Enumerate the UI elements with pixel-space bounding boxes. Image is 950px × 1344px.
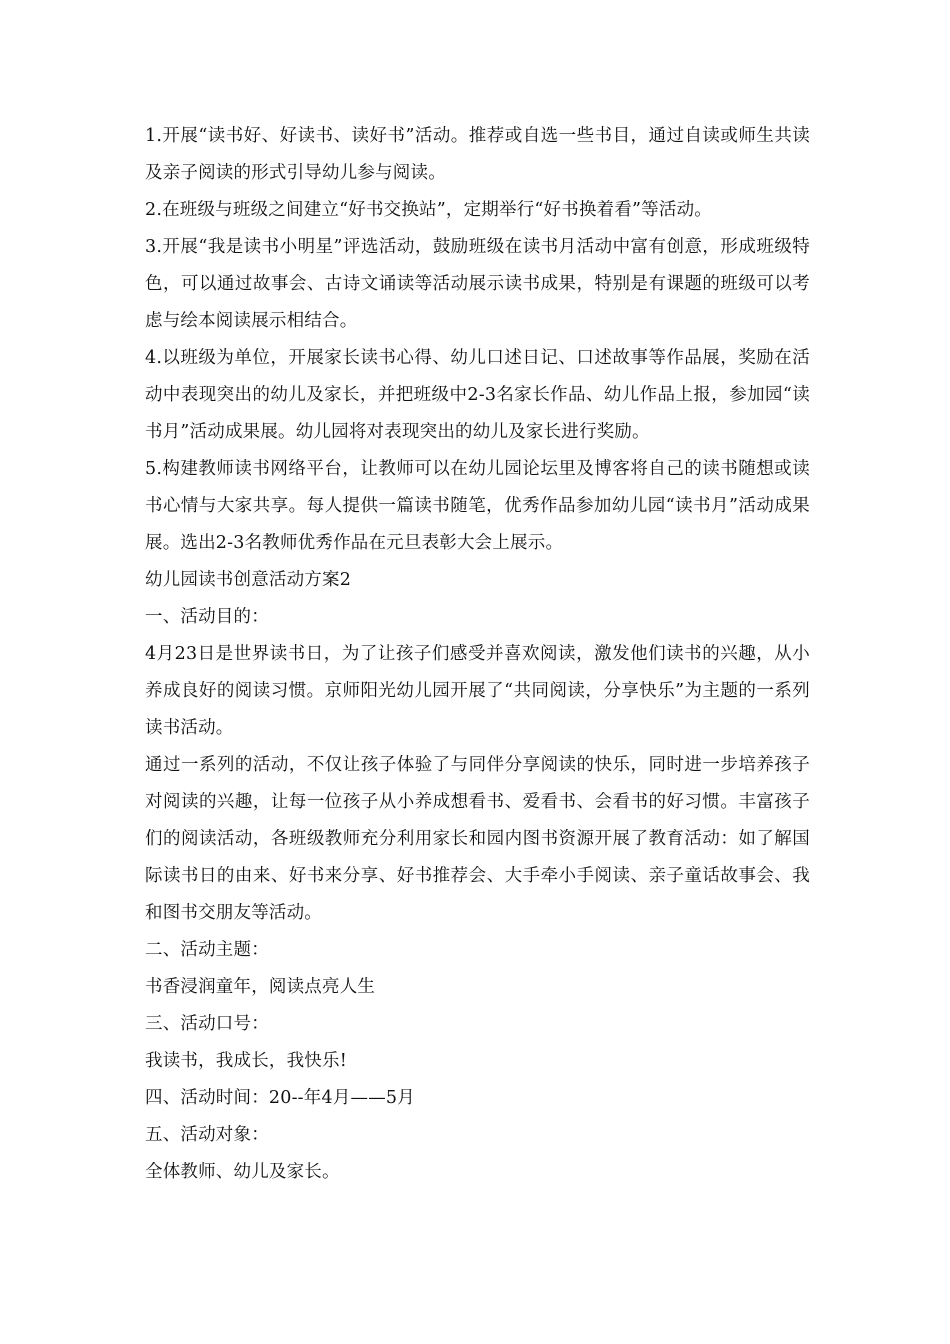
- section-title-plan-2: 幼儿园读书创意活动方案2: [145, 570, 352, 590]
- paragraph-time: 四、活动时间：20--年4月——5月: [145, 1088, 415, 1108]
- paragraph-audience: 全体教师、幼儿及家长。: [145, 1162, 340, 1182]
- heading-purpose: 一、活动目的：: [145, 607, 269, 627]
- heading-theme: 二、活动主题：: [145, 940, 269, 960]
- document-body: [145, 118, 810, 1191]
- heading-audience: 五、活动对象：: [145, 1125, 269, 1145]
- paragraph-theme: 书香浸润童年，阅读点亮人生: [145, 977, 376, 997]
- paragraph-activity-3: 3.开展“我是读书小明星”评选活动，鼓励班级在读书月活动中富有创意，形成班级特色，可以通过故事会、古诗文诵读等活动展示读书成果，特别是有课题的班级可以考虑与绘本阅读展示相结合。: [145, 237, 810, 331]
- paragraph-slogan: 我读书，我成长，我快乐!: [145, 1051, 347, 1071]
- paragraph-activity-5: 5.构建教师读书网络平台，让教师可以在幼儿园论坛里及博客将自己的读书随想或读书心情与大家共享。每人提供一篇读书随笔，优秀作品参加幼儿园“读书月”活动成果展。选出2-3名教师优秀作品在元旦表彰大会上展示。: [145, 459, 810, 553]
- paragraph-activity-1: 1.开展“读书好、好读书、读好书”活动。推荐或自选一些书目，通过自读或师生共读及亲子阅读的形式引导幼儿参与阅读。: [145, 126, 810, 183]
- heading-slogan: 三、活动口号：: [145, 1014, 269, 1034]
- paragraph-activity-2: 2.在班级与班级之间建立“好书交换站”，定期举行“好书换着看”等活动。: [145, 200, 712, 220]
- paragraph-purpose-2: 通过一系列的活动，不仅让孩子体验了与同伴分享阅读的快乐，同时进一步培养孩子对阅读的兴趣，让每一位孩子从小养成想看书、爱看书、会看书的好习惯。丰富孩子们的阅读活动，各班级教师充分利用家长和园内图书资源开展了教育活动：如了解国际读书日的由来、好书来分享、好书推荐会、大手牵小手阅读、亲子童话故事会、我和图书交朋友等活动。: [145, 755, 810, 923]
- paragraph-activity-4: 4.以班级为单位，开展家长读书心得、幼儿口述日记、口述故事等作品展，奖励在活动中表现突出的幼儿及家长，并把班级中2-3名家长作品、幼儿作品上报，参加园“读书月”活动成果展。幼儿园将对表现突出的幼儿及家长进行奖励。: [145, 348, 810, 442]
- paragraph-purpose-1: 4月23日是世界读书日，为了让孩子们感受并喜欢阅读，激发他们读书的兴趣，从小养成良好的阅读习惯。京师阳光幼儿园开展了“共同阅读，分享快乐”为主题的一系列读书活动。: [145, 644, 810, 738]
